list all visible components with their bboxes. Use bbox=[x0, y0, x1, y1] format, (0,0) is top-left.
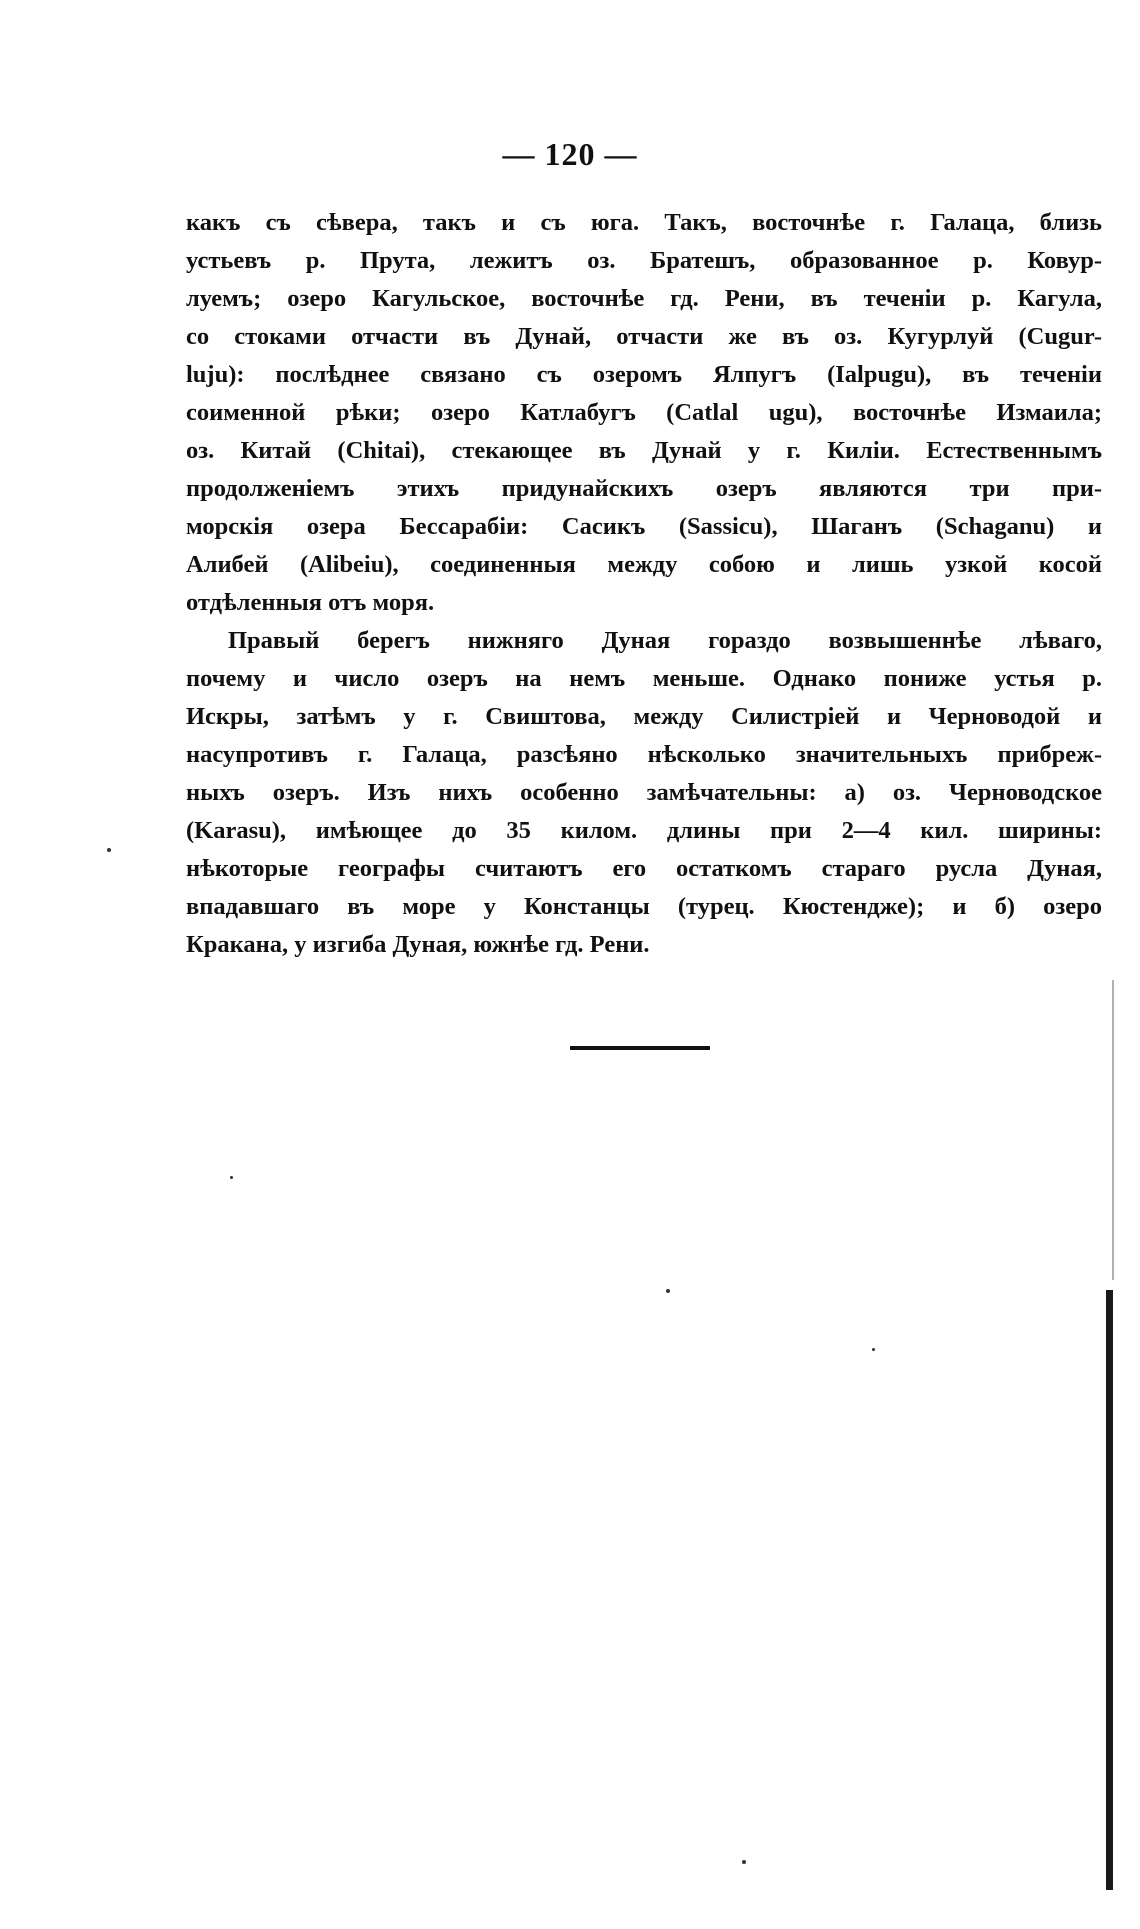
scan-speck bbox=[742, 1860, 746, 1864]
text-line: впадавшаго въ море у Констанцы (турец. Кюстендже); и б) озеро bbox=[186, 893, 1102, 920]
text-line: (Karasu), имѣющее до 35 килом. длины при 2—4 кил. ширины: bbox=[186, 817, 1102, 844]
scan-speck bbox=[666, 1289, 670, 1293]
text-line: насупротивъ г. Галаца, разсѣяно нѣсколько значительныхъ прибреж- bbox=[186, 741, 1102, 768]
text-line: Алибей (Alibeiu), соединенныя между собою и лишь узкой косой bbox=[186, 551, 1102, 578]
text-line: оз. Китай (Chitai), стекающее въ Дунай у г. Киліи. Естественнымъ bbox=[186, 437, 1102, 464]
text-line: нѣкоторые географы считаютъ его остаткомъ стараго русла Дуная, bbox=[186, 855, 1102, 882]
page-edge-mark bbox=[1106, 1290, 1113, 1890]
text-line: со стоками отчасти въ Дунай, отчасти же въ оз. Кугурлуй (Cugur- bbox=[186, 323, 1102, 350]
text-line: соименной рѣки; озеро Катлабугъ (Catlal ugu), восточнѣе Измаила; bbox=[186, 399, 1102, 426]
page-edge-shadow bbox=[1112, 980, 1114, 1280]
text-line: ныхъ озеръ. Изъ нихъ особенно замѣчательны: а) оз. Черноводское bbox=[186, 779, 1102, 806]
paragraph-1 bbox=[186, 204, 1102, 622]
text-line: почему и число озеръ на немъ меньше. Однако пониже устья р. bbox=[186, 665, 1102, 692]
end-separator-rule bbox=[570, 1046, 710, 1050]
page-number: — 120 — bbox=[502, 136, 638, 172]
body-text bbox=[186, 204, 1102, 964]
text-line: продолженіемъ этихъ придунайскихъ озеръ являются три при- bbox=[186, 475, 1102, 502]
text-line: морскія озера Бессарабіи: Сасикъ (Sassicu), Шаганъ (Schaganu) и bbox=[186, 513, 1102, 540]
text-line: луемъ; озеро Кагульское, восточнѣе гд. Рени, въ теченіи р. Кагула, bbox=[186, 285, 1102, 312]
text-line: отдѣленныя отъ моря. bbox=[186, 589, 435, 616]
scan-speck bbox=[230, 1176, 233, 1179]
text-line: Искры, затѣмъ у г. Свиштова, между Силистріей и Черноводой и bbox=[186, 703, 1102, 730]
text-line: устьевъ р. Прута, лежитъ оз. Братешъ, образованное р. Ковур- bbox=[186, 247, 1102, 274]
scan-speck bbox=[107, 848, 111, 852]
text-line: какъ съ сѣвера, такъ и съ юга. Такъ, восточнѣе г. Галаца, близь bbox=[186, 209, 1102, 236]
text-line: Правый берегъ нижняго Дуная гораздо возвышеннѣе лѣваго, bbox=[228, 627, 1102, 654]
paragraph-2 bbox=[186, 622, 1102, 964]
text-line: Кракана, у изгиба Дуная, южнѣе гд. Рени. bbox=[186, 931, 650, 958]
scan-speck bbox=[872, 1348, 875, 1351]
text-line: luju): послѣднее связано съ озеромъ Ялпугъ (Ialpugu), въ теченіи bbox=[186, 361, 1102, 388]
